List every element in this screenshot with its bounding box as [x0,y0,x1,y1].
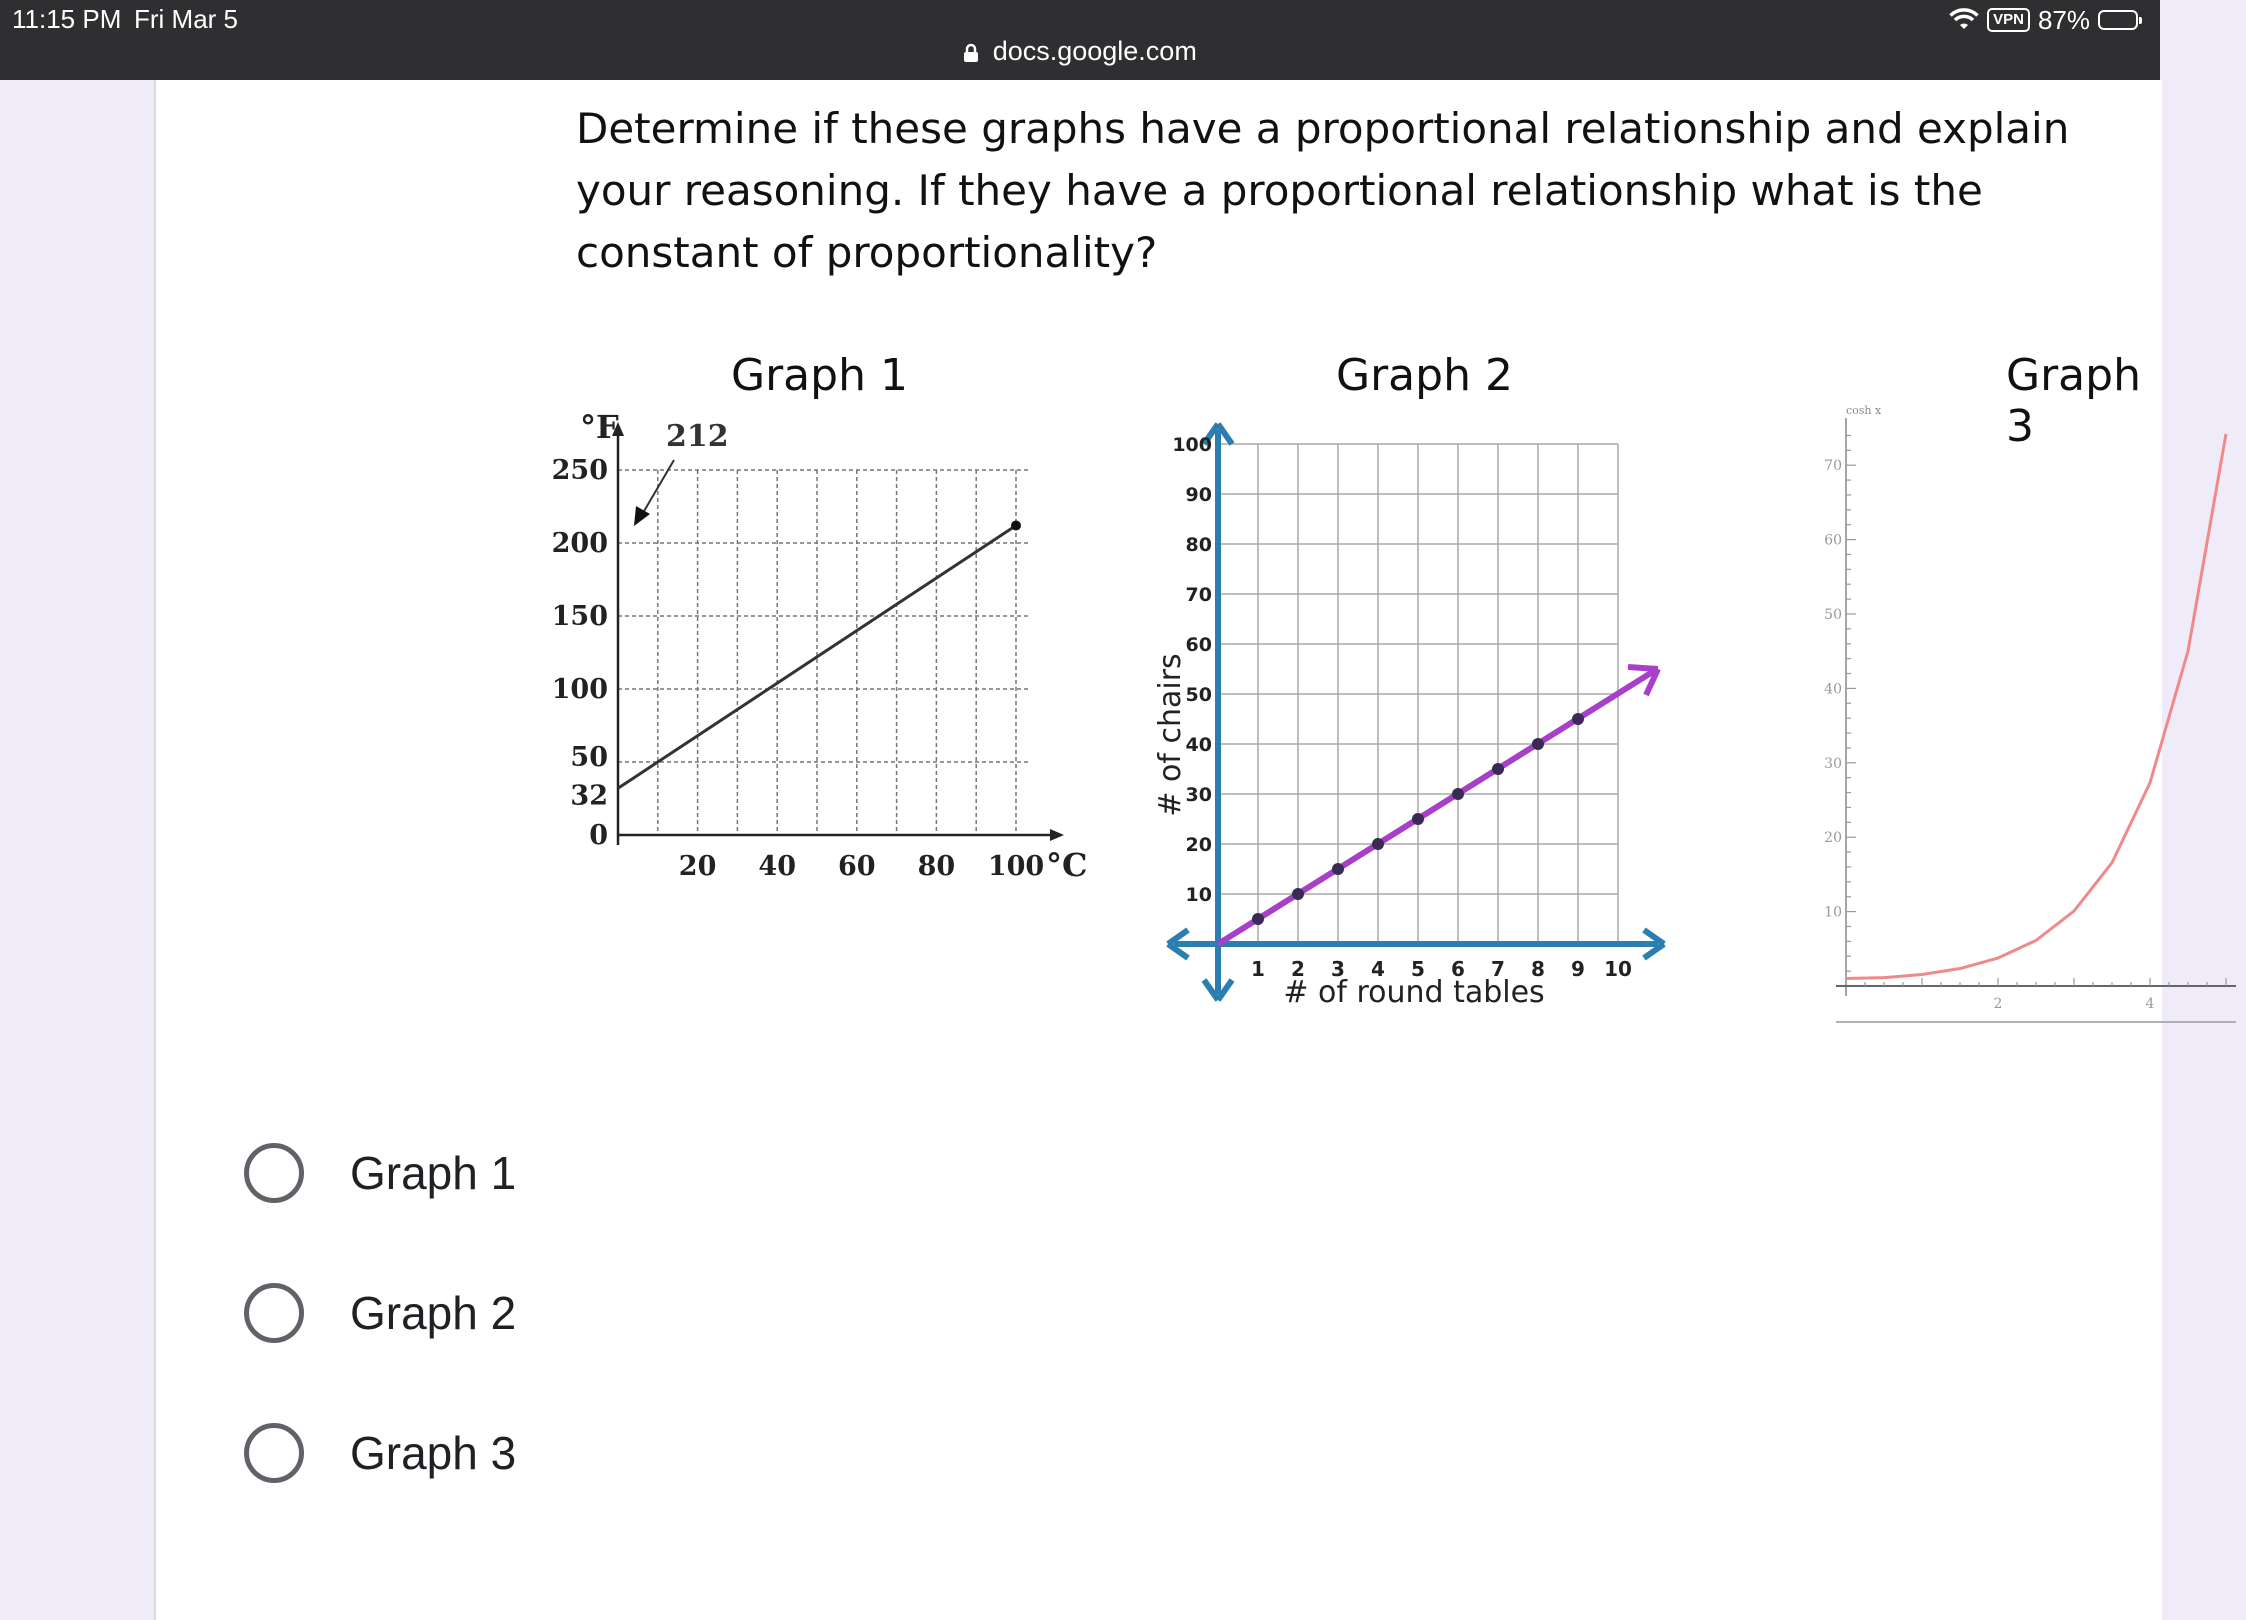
graph-2-x-tick-label: 7 [1491,957,1505,981]
graph-2-x-tick-label: 9 [1571,957,1585,981]
graph-2-title: Graph 2 [1336,350,1513,401]
graph-2-data-point [1532,738,1544,750]
option-graph-1[interactable] [244,1138,516,1208]
graph-1-y-tick-label: 100 [551,674,608,705]
graph-1-x-tick-label: 100 [987,851,1045,882]
graph-2-x-tick-label: 1 [1251,957,1265,981]
graph-3-ylabel: cosh x [1846,404,1882,417]
graph-2-x-tick-label: 2 [1291,957,1305,981]
url-text: docs.google.com [992,36,1197,66]
graph-2-x-tick-label: 3 [1331,957,1345,981]
graph-2-data-point [1372,838,1384,850]
graph-3-x-tick-label: 2 [1993,996,2003,1012]
graph-2-data-point [1452,788,1464,800]
question-card [154,80,2162,1620]
lock-icon [963,43,979,63]
graph-1-y-tick-label: 200 [551,528,608,559]
graph-2-y-tick-label: 90 [1185,484,1212,506]
graph-1-annotation-arrow [640,460,674,518]
graph-1-y-tick-label: 50 [570,742,608,773]
graph-2-series-line [1218,671,1654,944]
graph-1-y-tick-label: 150 [551,601,608,632]
graph-1-y-tick-label: 250 [551,455,608,486]
option-label: Graph 3 [350,1427,517,1479]
graph-1-xlabel: °C [1046,846,1088,884]
graph-3-y-tick-label: 50 [1824,607,1842,623]
graph-3-y-tick-label: 30 [1824,755,1842,772]
radio-button-graph-1[interactable] [244,1143,304,1203]
graph-1-x-tick-label: 80 [917,851,956,882]
graph-2-x-tick-label: 6 [1451,957,1465,981]
graph-1-annotation-arrowhead [634,506,650,526]
graph-2-x-tick-label: 4 [1371,957,1385,981]
status-date: Fri Mar 5 [134,4,238,34]
graph-1-y-tick-label: 32 [570,780,608,812]
question-text: Determine if these graphs have a proportional relationship and explain your reasoning. If they have a proportional relationship what is the constant of proportionality? [576,104,2070,277]
graph-3-series-line [1846,434,2226,979]
status-bar [0,0,2160,80]
graph-2-y-tick-label: 60 [1185,634,1212,656]
battery-icon [2098,10,2138,30]
graph-3-y-tick-label: 70 [1824,458,1842,475]
graph-2-x-tick-label: 8 [1531,957,1545,981]
vpn-badge: VPN [1987,8,2030,32]
graph-2-x-tick-label: 10 [1604,957,1632,981]
graph-2-data-point [1252,913,1264,925]
graph-2-data-point [1412,813,1424,825]
graph-1-title: Graph 1 [731,350,908,401]
graph-1-ylabel: °F [580,408,619,446]
graph-1-x-arrow [1050,829,1064,841]
option-label: Graph 2 [350,1287,517,1339]
graph-1-y-tick-label: 0 [589,820,608,851]
graph-2-y-tick-label: 70 [1185,584,1212,606]
graph-2-xlabel: # of round tables [1283,975,1545,1010]
graph-2-y-tick-label: 30 [1185,784,1212,806]
graph-3-y-tick-label: 10 [1824,904,1842,921]
graph-3-title: Graph 3 [2006,350,2141,452]
graph-2-data-point [1292,888,1304,900]
graph-1-x-tick-label: 20 [678,851,717,882]
graph-2-y-tick-label: 20 [1185,834,1212,856]
status-time: 11:15 PM [12,4,122,34]
graph-2-y-tick-label: 40 [1185,734,1212,756]
radio-button-graph-2[interactable] [244,1283,304,1343]
graph-3-chart [1806,400,2246,1040]
graph-2-chart [1153,420,1756,1020]
graph-3-x-tick-label: 4 [2145,996,2155,1012]
graph-3-y-tick-label: 60 [1824,532,1842,549]
graph-2-y-tick-label: 80 [1185,534,1212,556]
graph-2-data-point [1492,763,1504,775]
graph-2-x-tick-label: 5 [1411,957,1425,981]
graph-3-y-tick-label: 20 [1824,830,1842,847]
graph-1-annotation: 212 [666,419,729,454]
battery-percent: 87% [2037,4,2090,35]
wifi-icon [1949,8,1979,32]
graph-2-data-point [1572,713,1584,725]
graph-1-x-tick-label: 60 [838,851,876,882]
status-indicators [1949,4,2138,36]
radio-button-graph-3[interactable] [244,1423,304,1483]
option-label: Graph 1 [350,1147,517,1199]
graph-2-y-tick-label: 50 [1185,684,1212,706]
graph-1-chart [551,408,1106,910]
left-gutter [0,80,154,1620]
graph-1-x-tick-label: 40 [758,851,796,882]
graph-2-y-tick-label: 100 [1172,434,1212,456]
option-graph-3[interactable] [244,1418,516,1488]
graph-2-y-tick-label: 10 [1185,884,1212,906]
graph-1-end-point [1011,520,1021,530]
graph-3-y-tick-label: 40 [1824,681,1842,698]
address-bar[interactable] [0,36,2160,67]
graph-2-ylabel: # of chairs [1153,653,1188,817]
graph-2-data-point [1332,863,1344,875]
option-graph-2[interactable] [244,1278,516,1348]
question-image [406,80,2155,1012]
